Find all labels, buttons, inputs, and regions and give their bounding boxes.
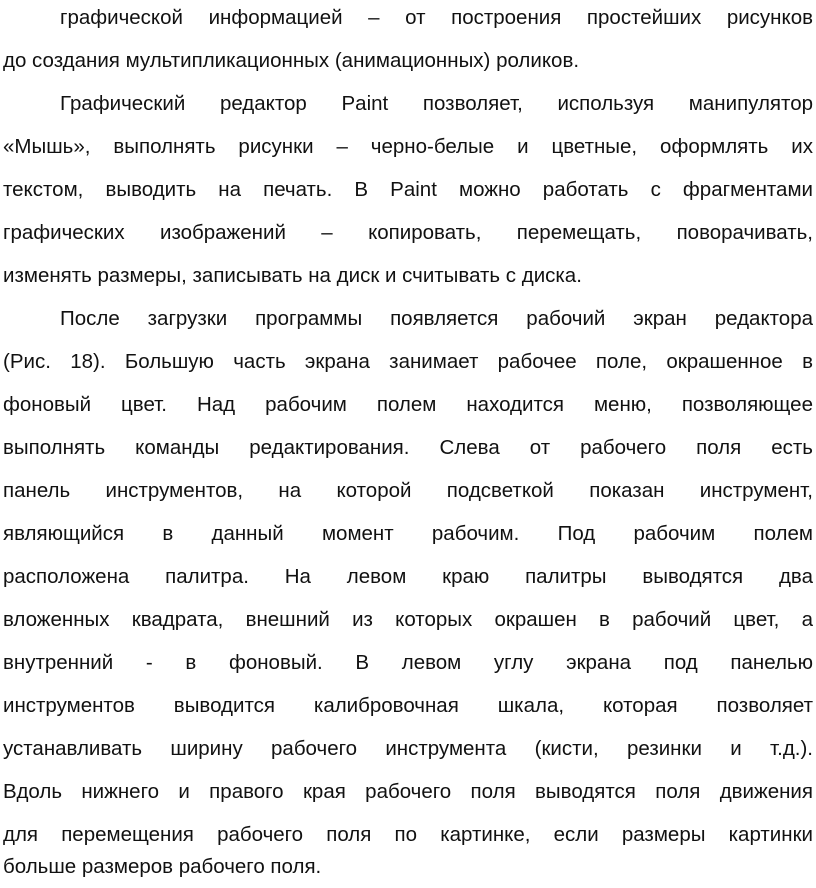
- text-line: инструментов выводится калибровочная шкала, которая позволяет: [3, 694, 813, 717]
- text-line: больше размеров рабочего поля.: [3, 855, 322, 878]
- text-line: «Мышь», выполнять рисунки – черно-белые и цветные, оформлять их: [3, 135, 813, 158]
- text-line: графических изображений – копировать, перемещать, поворачивать,: [3, 221, 813, 244]
- text-line: вложенных квадрата, внешний из которых окрашен в рабочий цвет, а: [3, 608, 813, 631]
- text-line: расположена палитра. На левом краю палитры выводятся два: [3, 565, 813, 588]
- text-line: для перемещения рабочего поля по картинке, если размеры картинки: [3, 823, 813, 846]
- text-line: устанавливать ширину рабочего инструмента (кисти, резинки и т.д.).: [3, 737, 813, 760]
- text-line: графической информацией – от построения простейших рисунков: [60, 6, 813, 29]
- text-line: Графический редактор Paint позволяет, используя манипулятор: [60, 92, 813, 115]
- text-line: текстом, выводить на печать. В Paint можно работать с фрагментами: [3, 178, 813, 201]
- text-line: выполнять команды редактирования. Слева от рабочего поля есть: [3, 436, 813, 459]
- text-line: панель инструментов, на которой подсветкой показан инструмент,: [3, 479, 813, 502]
- text-line: фоновый цвет. Над рабочим полем находится меню, позволяющее: [3, 393, 813, 416]
- text-line: внутренний - в фоновый. В левом углу экрана под панелью: [3, 651, 813, 674]
- text-line: до создания мультипликационных (анимационных) роликов.: [3, 49, 580, 72]
- text-line: изменять размеры, записывать на диск и считывать с диска.: [3, 264, 582, 287]
- text-line: После загрузки программы появляется рабочий экран редактора: [60, 307, 813, 330]
- text-line: Вдоль нижнего и правого края рабочего поля выводятся поля движения: [3, 780, 813, 803]
- text-line: (Рис. 18). Большую часть экрана занимает рабочее поле, окрашенное в: [3, 350, 813, 373]
- text-line: являющийся в данный момент рабочим. Под рабочим полем: [3, 522, 813, 545]
